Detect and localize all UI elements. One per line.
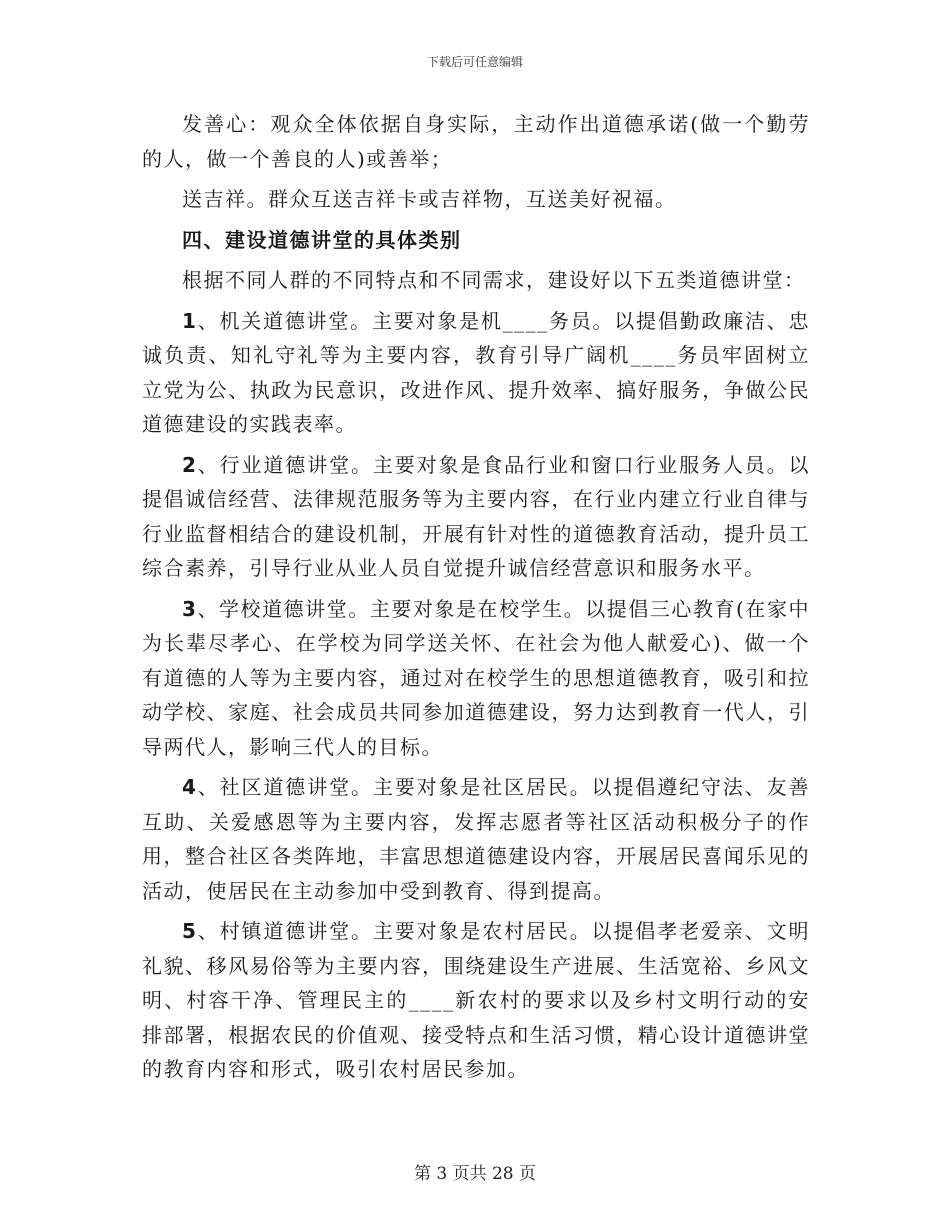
list-item-text: 、行业道德讲堂。主要对象是食品行业和窗口行业服务人员。以提倡诚信经营、法律规范服务等为主要内容，在行业内建立行业自律与行业监督相结合的建设机制，开展有针对性的道德教育活动，提升员工综合素养，引导行业从业人员自觉提升诚信经营意识和服务水平。: [142, 452, 810, 580]
list-item-number: 3: [182, 596, 198, 621]
page-header-note: 下载后可任意编辑: [426, 55, 523, 69]
paragraph-blessing: 送吉祥。群众互送吉祥卡或吉祥物，互送美好祝福。: [182, 187, 677, 211]
list-item-text: 、社区道德讲堂。主要对象是社区居民。以提倡遵纪守法、友善互助、关爱感恩等为主要内容，发挥志愿者等社区活动积极分子的作用，整合社区各类阵地，丰富思想道德建设内容，开展居民喜闻乐见的活动，使居民在主动参加中受到教育、得到提高。: [142, 775, 810, 903]
list-item-village-hall: [142, 914, 810, 1087]
document-body: [142, 107, 810, 1093]
section-heading: 四、建设道德讲堂的具体类别: [182, 227, 462, 252]
paragraph-categories-intro: 根据不同人群的不同特点和不同需求，建设好以下五类道德讲堂：: [182, 268, 806, 292]
list-item-number: 4: [182, 775, 198, 799]
list-item-number: 1: [182, 308, 198, 333]
list-item-number: 5: [182, 919, 198, 943]
list-item-text: 、村镇道德讲堂。主要对象是农村居民。以提倡孝老爱亲、文明礼貌、移风易俗等为主要内容，围绕建设生产进展、生活宽裕、乡风文明、村容干净、管理民主的____新农村的要求以及乡村文明行动的安排部署，根据农民的价值观、接受特点和生活习惯，精心设计道德讲堂的教育内容和形式，吸引农村居民参加。: [142, 919, 810, 1081]
list-item-school-hall: [142, 592, 810, 765]
list-item-community-hall: [142, 770, 810, 908]
list-item-agency-hall: [142, 304, 810, 442]
list-item-number: 2: [182, 452, 198, 477]
page-number: 第 3 页共 28 页: [413, 1164, 537, 1184]
list-item-text: 、机关道德讲堂。主要对象是机____务员。以提倡勤政廉洁、忠诚负责、知礼守礼等为主要内容，教育引导广阔机____务员牢固树立立党为公、执政为民意识，改进作风、提升效率、搞好服务，争做公民道德建设的实践表率。: [142, 308, 810, 436]
list-item-text: 、学校道德讲堂。主要对象是在校学生。以提倡三心教育(在家中为长辈尽孝心、在学校为同学送关怀、在社会为他人献爱心)、做一个有道德的人等为主要内容，通过对在校学生的思想道德教育，吸引和拉动学校、家庭、社会成员共同参加道德建设，努力达到教育一代人，引导两代人，影响三代人的目标。: [142, 596, 810, 759]
paragraph-intro-pledge: 发善心：观众全体依据自身实际，主动作出道德承诺(做一个勤劳的人，做一个善良的人)或善举；: [142, 112, 810, 171]
list-item-industry-hall: [142, 448, 810, 586]
